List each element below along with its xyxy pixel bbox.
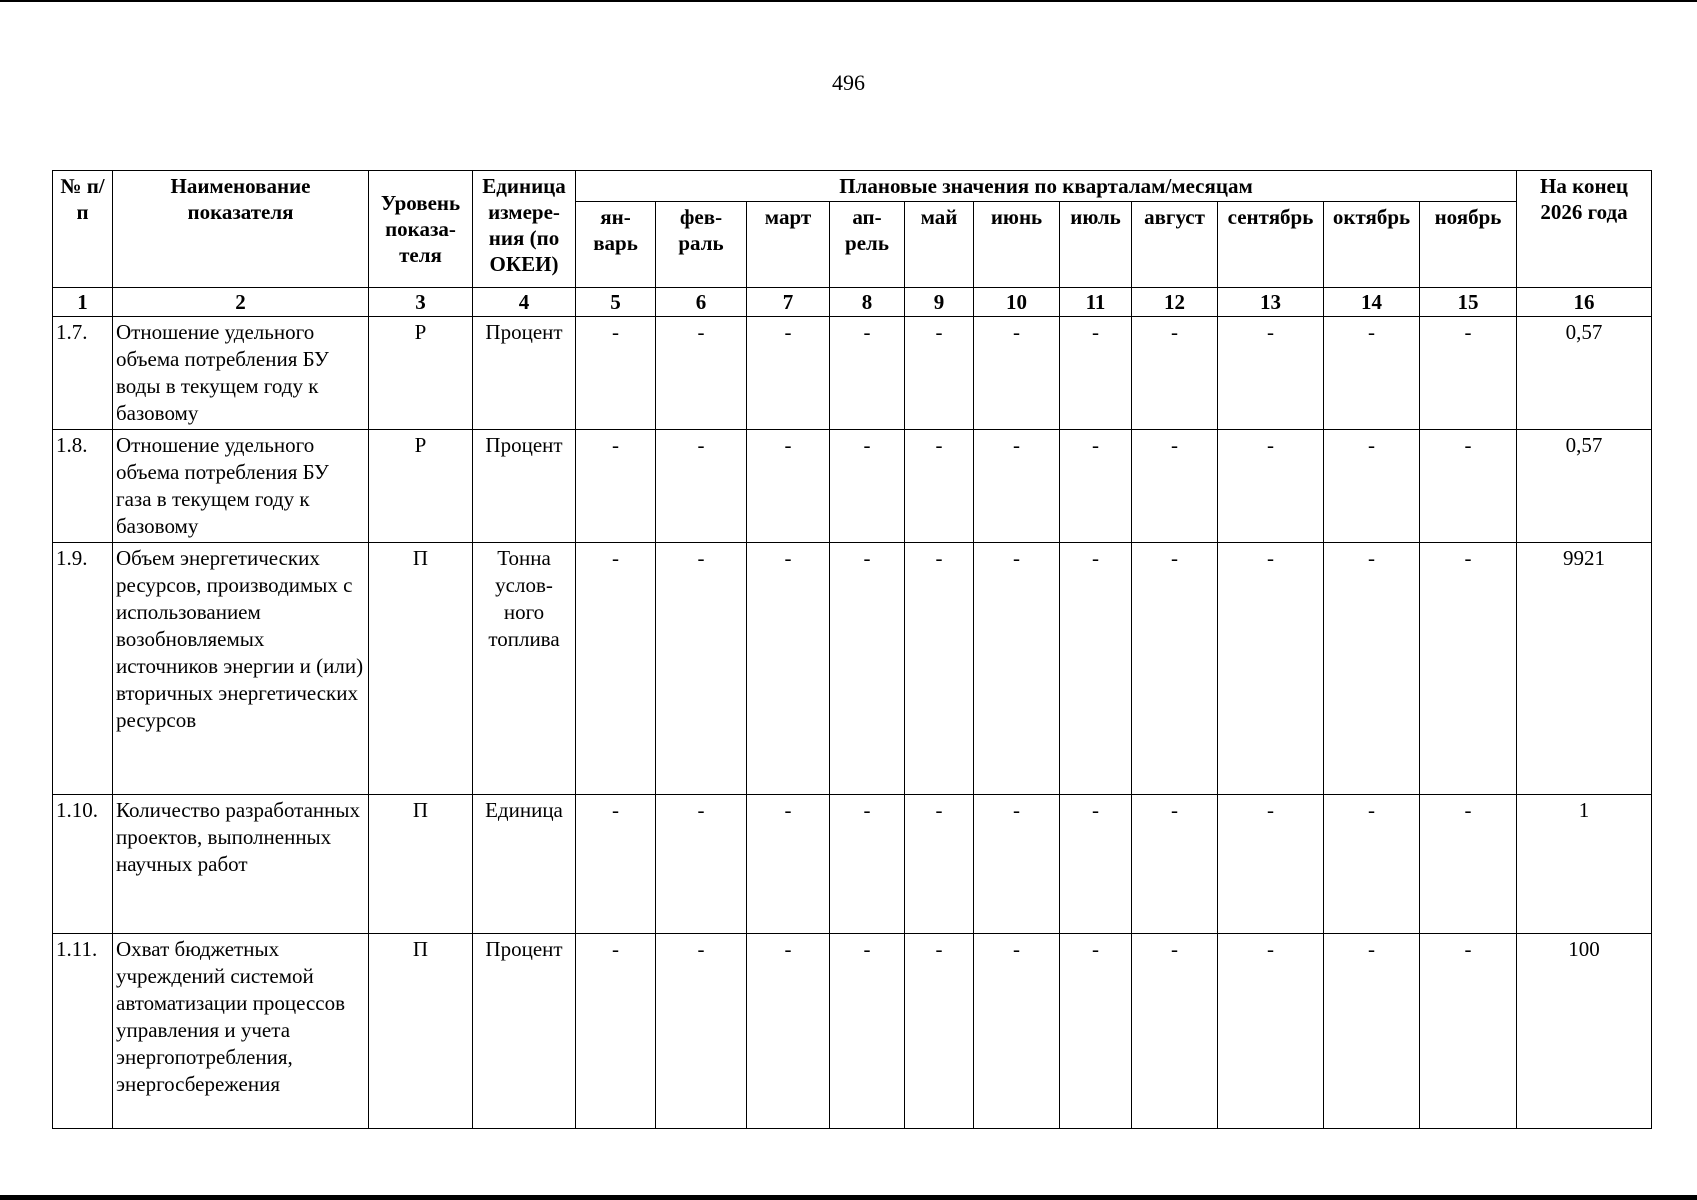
row-month-value: - <box>1324 795 1420 934</box>
row-unit: Процент <box>473 934 576 1129</box>
row-month-value: - <box>974 317 1060 430</box>
column-number: 9 <box>905 288 974 317</box>
row-end-value: 0,57 <box>1517 430 1652 543</box>
row-month-value: - <box>1218 430 1324 543</box>
row-month-value: - <box>656 430 747 543</box>
row-month-value: - <box>747 543 830 795</box>
column-number: 3 <box>369 288 473 317</box>
row-level: П <box>369 543 473 795</box>
row-level: Р <box>369 317 473 430</box>
row-month-value: - <box>1218 795 1324 934</box>
header-plan-group: Плановые значения по кварталам/месяцам <box>576 171 1517 202</box>
bottom-rule <box>0 1195 1697 1200</box>
row-name: Отношение удельного объема потребления БУ газа в текущем году к базовому <box>113 430 369 543</box>
row-month-value: - <box>1420 543 1517 795</box>
row-month-value: - <box>830 430 905 543</box>
column-number: 11 <box>1060 288 1132 317</box>
row-num: 1.10. <box>53 795 113 934</box>
row-month-value: - <box>905 317 974 430</box>
row-unit: Тонна услов-ного топлива <box>473 543 576 795</box>
row-month-value: - <box>747 430 830 543</box>
row-num: 1.8. <box>53 430 113 543</box>
header-month: июнь <box>974 202 1060 288</box>
header-unit: Единица измере-ния (по ОКЕИ) <box>473 171 576 288</box>
row-end-value: 100 <box>1517 934 1652 1129</box>
row-month-value: - <box>905 934 974 1129</box>
row-month-value: - <box>1132 317 1218 430</box>
header-month: ноябрь <box>1420 202 1517 288</box>
row-month-value: - <box>830 934 905 1129</box>
column-number-row <box>53 288 1652 317</box>
row-end-value: 9921 <box>1517 543 1652 795</box>
row-month-value: - <box>830 543 905 795</box>
row-month-value: - <box>1060 430 1132 543</box>
row-month-value: - <box>576 795 656 934</box>
row-level: П <box>369 934 473 1129</box>
column-number: 5 <box>576 288 656 317</box>
row-unit: Процент <box>473 430 576 543</box>
row-name: Отношение удельного объема потребления БУ воды в текущем году к базовому <box>113 317 369 430</box>
row-month-value: - <box>1132 430 1218 543</box>
row-month-value: - <box>576 317 656 430</box>
row-month-value: - <box>830 317 905 430</box>
table-row <box>53 430 1652 543</box>
row-month-value: - <box>830 795 905 934</box>
header-month: март <box>747 202 830 288</box>
row-month-value: - <box>1420 317 1517 430</box>
row-month-value: - <box>1132 795 1218 934</box>
header-month: август <box>1132 202 1218 288</box>
column-number: 7 <box>747 288 830 317</box>
table-row <box>53 543 1652 795</box>
column-number: 4 <box>473 288 576 317</box>
row-month-value: - <box>1324 543 1420 795</box>
row-month-value: - <box>656 795 747 934</box>
row-month-value: - <box>974 795 1060 934</box>
row-month-value: - <box>1420 934 1517 1129</box>
column-number: 15 <box>1420 288 1517 317</box>
row-name: Объем энергетических ресурсов, производимых с использованием возобновляемых источников энергии и (или) вторичных энергетических ресурсов <box>113 543 369 795</box>
column-number: 1 <box>53 288 113 317</box>
row-month-value: - <box>747 795 830 934</box>
row-num: 1.11. <box>53 934 113 1129</box>
row-end-value: 1 <box>1517 795 1652 934</box>
header-month: ян-варь <box>576 202 656 288</box>
column-number: 12 <box>1132 288 1218 317</box>
column-number: 13 <box>1218 288 1324 317</box>
row-name: Охват бюджетных учреждений системой автоматизации процессов управления и учета энергопотребления, энергосбережения <box>113 934 369 1129</box>
row-month-value: - <box>656 543 747 795</box>
row-level: Р <box>369 430 473 543</box>
row-month-value: - <box>1060 795 1132 934</box>
column-number: 2 <box>113 288 369 317</box>
row-month-value: - <box>1132 934 1218 1129</box>
header-month: фев-раль <box>656 202 747 288</box>
row-month-value: - <box>576 543 656 795</box>
row-month-value: - <box>1420 795 1517 934</box>
row-month-value: - <box>576 430 656 543</box>
column-number: 8 <box>830 288 905 317</box>
row-month-value: - <box>905 543 974 795</box>
row-month-value: - <box>974 934 1060 1129</box>
row-month-value: - <box>905 430 974 543</box>
row-month-value: - <box>1324 934 1420 1129</box>
top-rule <box>0 0 1697 2</box>
row-month-value: - <box>1132 543 1218 795</box>
row-month-value: - <box>747 317 830 430</box>
row-month-value: - <box>1218 934 1324 1129</box>
table-row <box>53 934 1652 1129</box>
column-number: 10 <box>974 288 1060 317</box>
row-num: 1.9. <box>53 543 113 795</box>
row-month-value: - <box>1218 317 1324 430</box>
header-name: Наименование показателя <box>113 171 369 288</box>
row-month-value: - <box>1324 430 1420 543</box>
row-month-value: - <box>974 430 1060 543</box>
row-name: Количество разработанных проектов, выполненных научных работ <box>113 795 369 934</box>
column-number: 14 <box>1324 288 1420 317</box>
header-end-of-2026: На конец 2026 года <box>1517 171 1652 288</box>
row-month-value: - <box>656 934 747 1129</box>
row-month-value: - <box>1324 317 1420 430</box>
row-month-value: - <box>1060 934 1132 1129</box>
row-month-value: - <box>747 934 830 1129</box>
header-month: май <box>905 202 974 288</box>
header-month: октябрь <box>1324 202 1420 288</box>
table-row <box>53 317 1652 430</box>
row-end-value: 0,57 <box>1517 317 1652 430</box>
column-number: 6 <box>656 288 747 317</box>
row-month-value: - <box>974 543 1060 795</box>
header-row-1 <box>53 171 1652 202</box>
row-month-value: - <box>1420 430 1517 543</box>
column-number: 16 <box>1517 288 1652 317</box>
row-month-value: - <box>656 317 747 430</box>
row-month-value: - <box>905 795 974 934</box>
row-month-value: - <box>576 934 656 1129</box>
row-level: П <box>369 795 473 934</box>
row-month-value: - <box>1218 543 1324 795</box>
row-month-value: - <box>1060 317 1132 430</box>
header-num: № п/п <box>53 171 113 288</box>
header-month: сентябрь <box>1218 202 1324 288</box>
row-unit: Процент <box>473 317 576 430</box>
plan-table <box>52 170 1652 1129</box>
header-month: июль <box>1060 202 1132 288</box>
header-month: ап-рель <box>830 202 905 288</box>
page-number: 496 <box>832 70 865 95</box>
table-row <box>53 795 1652 934</box>
row-month-value: - <box>1060 543 1132 795</box>
row-unit: Единица <box>473 795 576 934</box>
header-level: Уровень показа-теля <box>369 171 473 288</box>
row-num: 1.7. <box>53 317 113 430</box>
